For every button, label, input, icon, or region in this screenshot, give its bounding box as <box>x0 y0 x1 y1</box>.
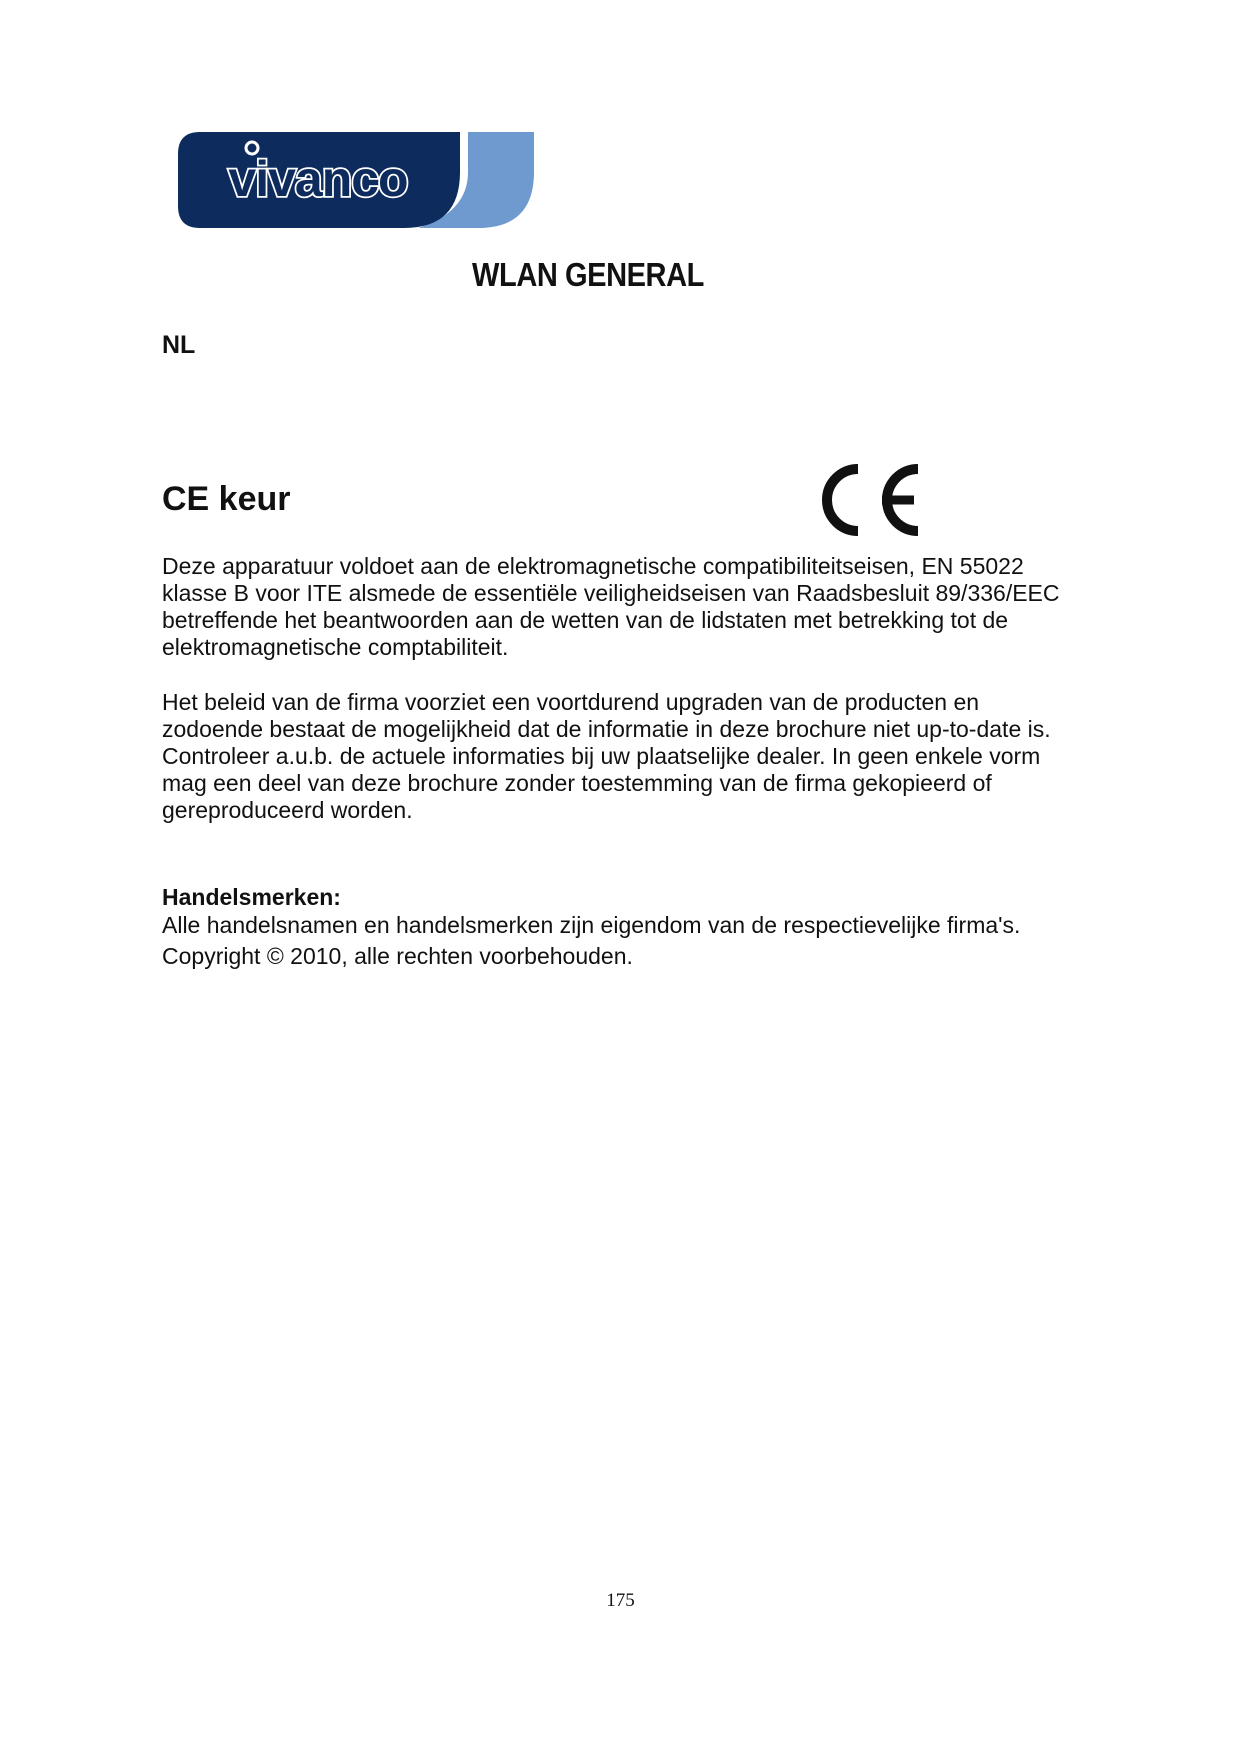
language-code: NL <box>162 331 196 359</box>
ce-compliance-paragraph <box>162 553 1102 661</box>
trademarks-heading: Handelsmerken: <box>162 884 341 910</box>
paragraph-line: elektromagnetische comptabiliteit. <box>162 634 509 660</box>
paragraph-line: gereproduceerd worden. <box>162 797 413 823</box>
policy-paragraph <box>162 689 1102 824</box>
trademarks-text: Alle handelsnamen en handelsmerken zijn eigendom van de respectievelijke firma's. <box>162 912 1021 938</box>
vivanco-logo <box>178 132 534 228</box>
copyright-notice: Copyright © 2010, alle rechten voorbehouden. <box>162 943 633 969</box>
paragraph-line: mag een deel van deze brochure zonder toestemming van de firma gekopieerd of <box>162 770 992 796</box>
paragraph-line: Deze apparatuur voldoet aan de elektromagnetische compatibiliteitseisen, EN 55022 <box>162 553 1024 579</box>
paragraph-line: klasse B voor ITE alsmede de essentiële veiligheidseisen van Raadsbesluit 89/336/EEC <box>162 580 1060 606</box>
paragraph-line: zodoende bestaat de mogelijkheid dat de informatie in deze brochure niet up-to-date is. <box>162 716 1051 742</box>
paragraph-line: Controleer a.u.b. de actuele informaties bij uw plaatselijke dealer. In geen enkele vorm <box>162 743 1041 769</box>
paragraph-line: betreffende het beantwoorden aan de wetten van de lidstaten met betrekking tot de <box>162 607 1009 633</box>
ce-mark-icon <box>822 462 928 538</box>
section-title-ce: CE keur <box>162 480 291 518</box>
logo-wordmark: vivanco <box>228 151 408 207</box>
document-title: WLAN GENERAL <box>472 256 704 293</box>
paragraph-line: Het beleid van de firma voorziet een voortdurend upgraden van de producten en <box>162 689 980 715</box>
page-number: 175 <box>606 1590 635 1611</box>
